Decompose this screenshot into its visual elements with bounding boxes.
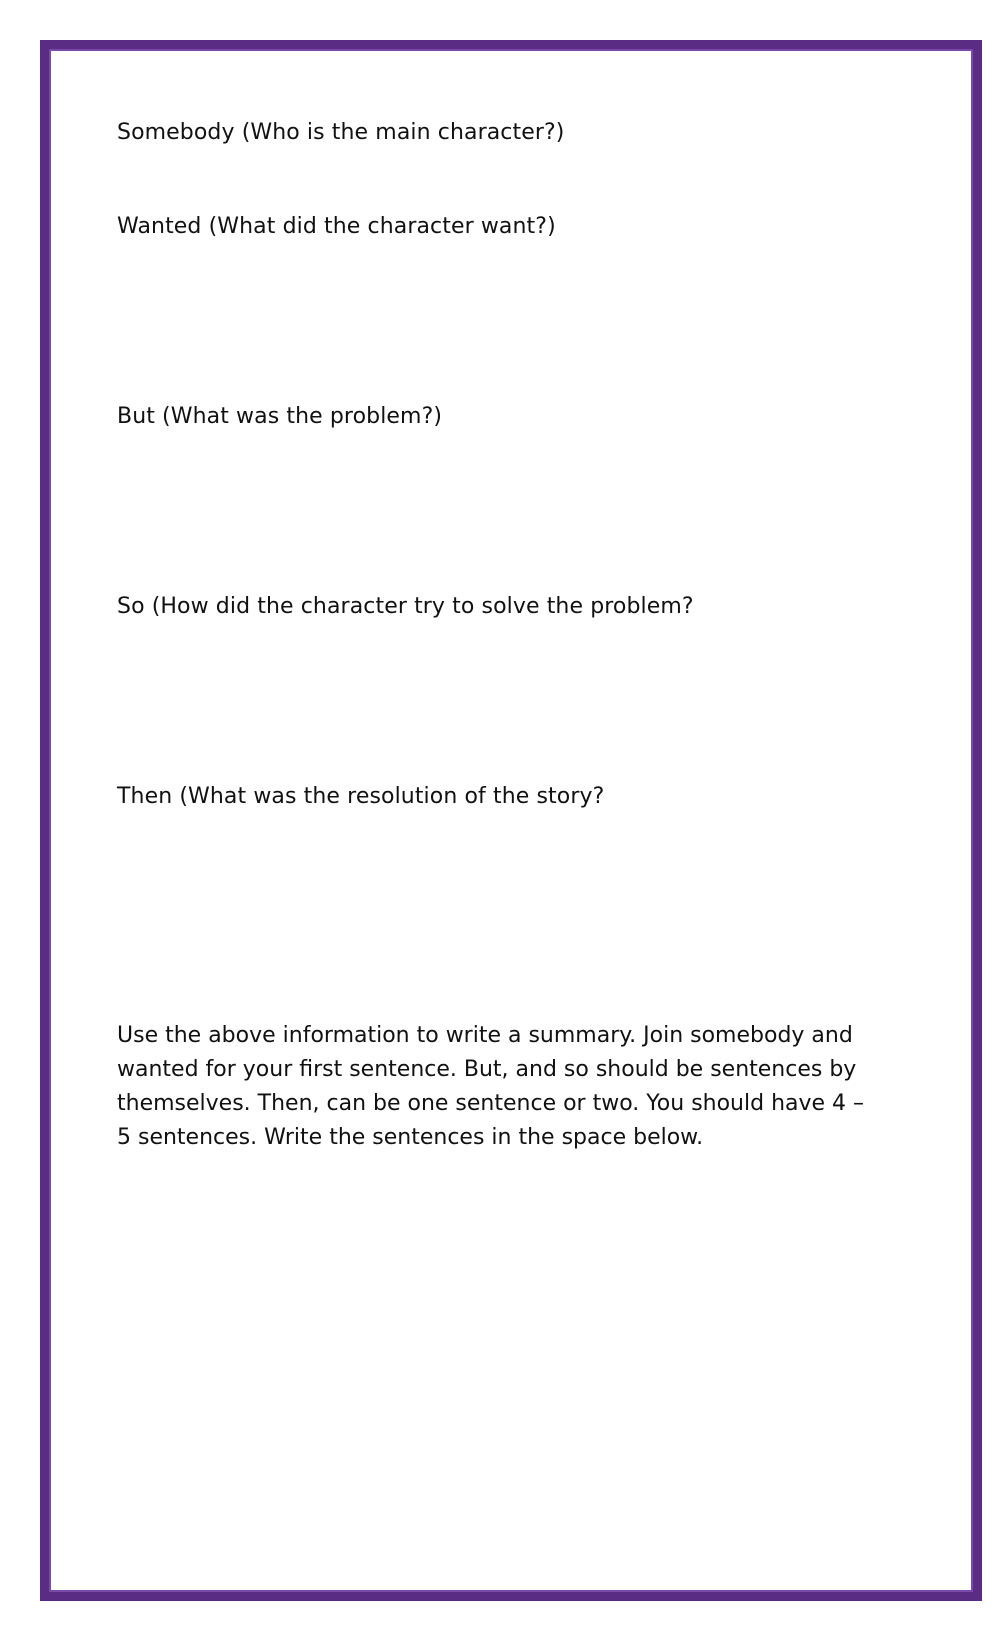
but-prompt: But (What was the problem?)	[117, 404, 443, 429]
so-answer-space[interactable]	[117, 626, 877, 776]
then-prompt: Then (What was the resolution of the story?	[117, 784, 605, 809]
wanted-answer-space[interactable]	[117, 246, 877, 396]
summary-instructions: Use the above information to write a summary. Join somebody and wanted for your first sentence. But, and so should be sentences by themselves. Then, can be one sentence or two. You should have 4 – 5 sentences. Write the sentences in the space below.	[117, 1023, 865, 1150]
then-answer-space[interactable]	[117, 816, 877, 1006]
wanted-prompt: Wanted (What did the character want?)	[117, 214, 556, 239]
summary-writing-space[interactable]	[117, 1160, 877, 1580]
but-answer-space[interactable]	[117, 436, 877, 586]
somebody-answer-space[interactable]	[117, 152, 877, 207]
somebody-prompt: Somebody (Who is the main character?)	[117, 120, 565, 145]
so-prompt: So (How did the character try to solve the problem?	[117, 594, 694, 619]
